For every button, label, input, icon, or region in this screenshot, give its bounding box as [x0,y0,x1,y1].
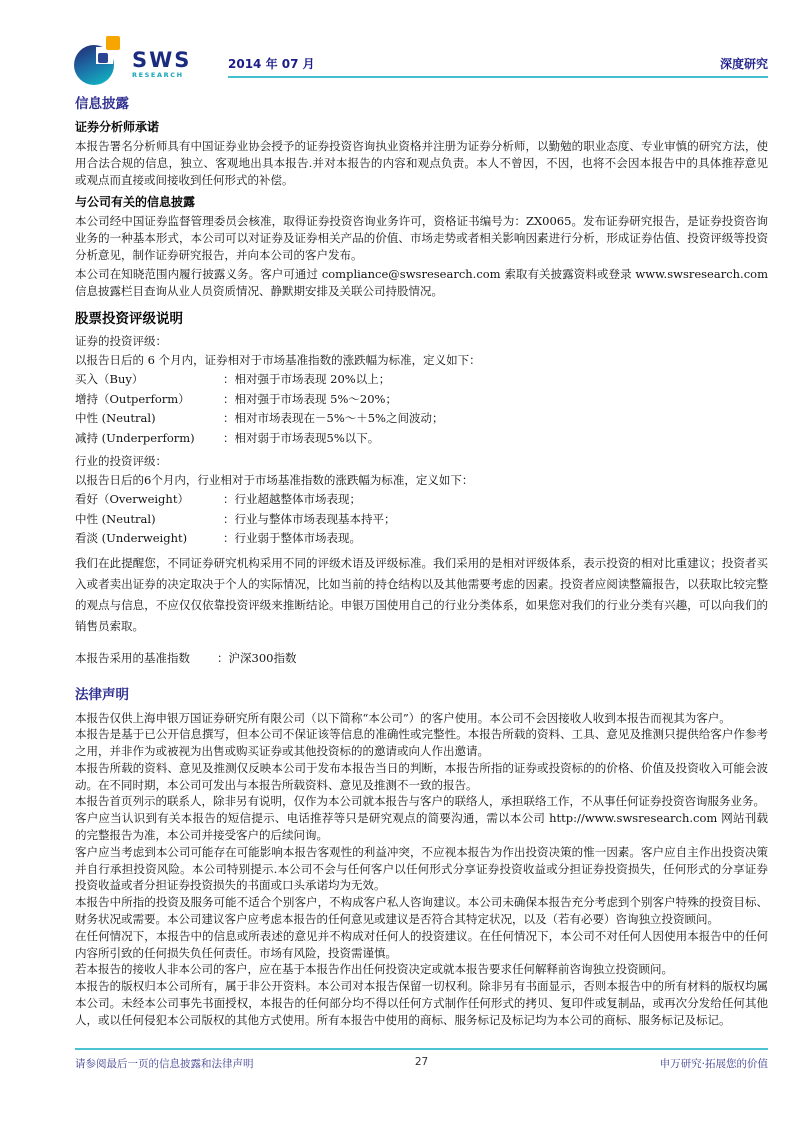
rating-definition: ：相对弱于市场表现5%以下。 [223,430,380,445]
security-rating-row-neutral [75,409,768,429]
company-disclosure-para2: 本公司在知晓范围内履行披露义务。客户可通过 compliance@swsresearch.com 索取有关披露资料或登录 www.swsresearch.com 信息披露栏目查询从业人员资质情况、静默期安排及关联公司持股情况。 [75,267,768,298]
rating-term: 买入（Buy） [75,372,144,386]
footer-disclaimer-note: 请参阅最后一页的信息披露和法律声明 [75,1058,254,1070]
legal-paragraph: 客户应当认识到有关本报告的短信提示、电话推荐等只是研究观点的简要沟通，需以本公司 http://www.swsresearch.com 网站刊载的完整报告为准，本公司并接受客户的后续问询。 [75,811,768,843]
benchmark-index-row [75,650,768,667]
analyst-pledge-heading: 证券分析师承诺 [75,120,160,134]
legal-paragraph: 本报告仅供上海申银万国证券研究所有限公司（以下简称“本公司”）的客户使用。本公司不会因接收人收到本报告而视其为客户。 [75,710,731,725]
security-rating-basis: 以报告日后的 6 个月内，证券相对于市场基准指数的涨跌幅为标准，定义如下： [75,353,481,367]
industry-rating-row-overweight [75,490,768,510]
industry-rating-intro: 行业的投资评级： [75,454,167,468]
rating-definition: ：相对市场表现在－5%～＋5%之间波动； [223,411,444,425]
report-date: 2014 年 07 月 [228,57,315,71]
logo-wordmark [132,50,191,79]
security-rating-row-outperform [75,390,768,410]
legal-paragraph: 客户应当考虑到本公司可能存在可能影响本报告客观性的利益冲突，不应视本报告为作出投资决策的惟一因素。客户应自主作出投资决策并自行承担投资风险。本公司特别提示.本公司不会与任何客户以任何形式分享证券投资收益或分担证券投资损失，任何形式的分享证券投资收益或者分担证券投资损失的书面或口头承诺均为无效。 [75,844,768,893]
logo-orange-square [106,36,120,50]
benchmark-value: ：沪深300指数 [217,650,297,665]
logo-brand-text: SWS [132,48,192,72]
sws-logo-icon [74,36,126,88]
security-rating-row-buy [75,370,768,390]
legal-paragraph: 本报告所载的资料、意见及推测仅反映本公司于发布本报告当日的判断，本报告所指的证券或投资标的的价格、价值及投资收入可能会波动。在不同时期，本公司可发出与本报告所载资料、意见及推测不一致的报告。 [75,760,768,792]
benchmark-label: 本报告采用的基准指数 [75,650,190,665]
logo-sub-text: RESEARCH [132,71,184,79]
legal-paragraph: 若本报告的接收人非本公司的客户，应在基于本报告作出任何投资决定或就本报告要求任何解释前咨询独立投资顾问。 [75,962,673,977]
legal-paragraph: 本报告中所指的投资及服务可能不适合个别客户，不构成客户私人咨询建议。本公司未确保本报告充分考虑到个别客户特殊的投资目标、财务状况或需要。本公司建议客户应考虑本报告的任何意见或建议是否符合其特定状况，以及（若有必要）咨询独立投资顾问。 [75,895,768,927]
page-content [75,90,768,1029]
industry-rating-basis: 以报告日后的6个月内，行业相对于市场基准指数的涨跌幅为标准，定义如下： [75,473,474,487]
rating-system-note: 我们在此提醒您，不同证券研究机构采用不同的评级术语及评级标准。我们采用的是相对评级体系，表示投资的相对比重建议；投资者买入或者卖出证券的决定取决于个人的实际情况，比如当前的持仓结构以及其他需要考虑的因素。投资者应阅读整篇报告，以获取比较完整的观点与信息，不应仅仅依靠投资评级来推断结论。申银万国使用自己的行业分类体系，如果您对我们的行业分类有兴趣，可以向我们的销售员索取。 [75,555,768,633]
rating-definition: ：行业弱于整体市场表现。 [223,531,361,545]
rating-term: 看好（Overweight） [75,492,189,506]
header-rule [228,48,768,78]
legal-paragraph: 本报告首页列示的联系人，除非另有说明，仅作为本公司就本报告与客户的联络人，承担联络工作，不从事任何证券投资咨询服务业务。 [75,794,765,809]
sws-logo [74,36,191,88]
rating-definition: ：行业与整体市场表现基本持平； [223,511,396,526]
page-number: 27 [414,1056,429,1068]
company-disclosure-heading: 与公司有关的信息披露 [75,195,196,209]
rating-explanation-heading: 股票投资评级说明 [75,311,183,327]
industry-rating-row-underweight [75,529,768,549]
section-title-legal: 法律声明 [75,686,129,703]
legal-paragraph: 本报告是基于已公开信息撰写，但本公司不保证该等信息的准确性或完整性。本报告所载的资料、工具、意见及推测只提供给客户作参考之用，并非作为或被视为出售或购买证券或其他投资标的的邀请或向人作出邀请。 [75,727,768,759]
security-rating-intro: 证券的投资评级： [75,334,167,348]
rating-term: 中性 (Neutral) [75,411,156,425]
footer-slogan: 申万研究·拓展您的价值 [659,1058,768,1070]
rating-definition: ：行业超越整体市场表现； [223,492,361,506]
industry-rating-row-neutral [75,510,768,530]
rating-term: 减持 (Underperform) [75,430,195,445]
rating-term: 中性 (Neutral) [75,511,156,526]
section-title-disclosure: 信息披露 [75,96,129,112]
page-footer [75,1048,768,1071]
logo-blue-square [98,53,108,63]
rating-term: 看淡 (Underweight) [75,531,188,545]
analyst-pledge-body: 本报告署名分析师具有中国证券业协会授予的证券投资咨询执业资格并注册为证券分析师，以勤勉的职业态度、专业审慎的研究方法，使用合法合规的信息，独立、客观地出具本报告.并对本报告的内容和观点负责。本人不曾因，不因，也将不会因本报告中的具体推荐意见或观点而直接或间接收到任何形式的补偿。 [75,139,768,187]
rating-definition: ：相对强于市场表现 5%～20%； [223,391,397,406]
report-type-label: 深度研究 [719,57,768,71]
legal-paragraph: 在任何情况下，本报告中的信息或所表述的意见并不构成对任何人的投资建议。在任何情况下，本公司不对任何人因使用本报告中的任何内容所引致的任何损失负任何责任。市场有风险，投资需谨慎。 [75,928,768,960]
security-rating-row-underperform [75,429,768,449]
rating-definition: ：相对强于市场表现 20%以上； [223,372,391,386]
company-disclosure-para1: 本公司经中国证券监督管理委员会核准，取得证券投资咨询业务许可，资格证书编号为：ZX0065。发布证券研究报告，是证券投资咨询业务的一种基本形式，本公司可以对证券及证券相关产品的价值、市场走势或者相关影响因素进行分析，形成证券估值、投资评级等投资分析意见，制作证券研究报告，并向本公司的客户发布。 [75,214,768,262]
rating-term: 增持（Outperform） [75,391,190,406]
legal-paragraph: 本报告的版权归本公司所有，属于非公开资料。本公司对本报告保留一切权利。除非另有书面显示，否则本报告中的所有材料的版权均属本公司。未经本公司事先书面授权，本报告的任何部分均不得以任何方式制作任何形式的拷贝、复印件或复制品，或再次分发给任何其他人，或以任何侵犯本公司版权的其他方式使用。所有本报告中使用的商标、服务标记及标记均为本公司的商标、服务标记及标记。 [75,979,768,1027]
